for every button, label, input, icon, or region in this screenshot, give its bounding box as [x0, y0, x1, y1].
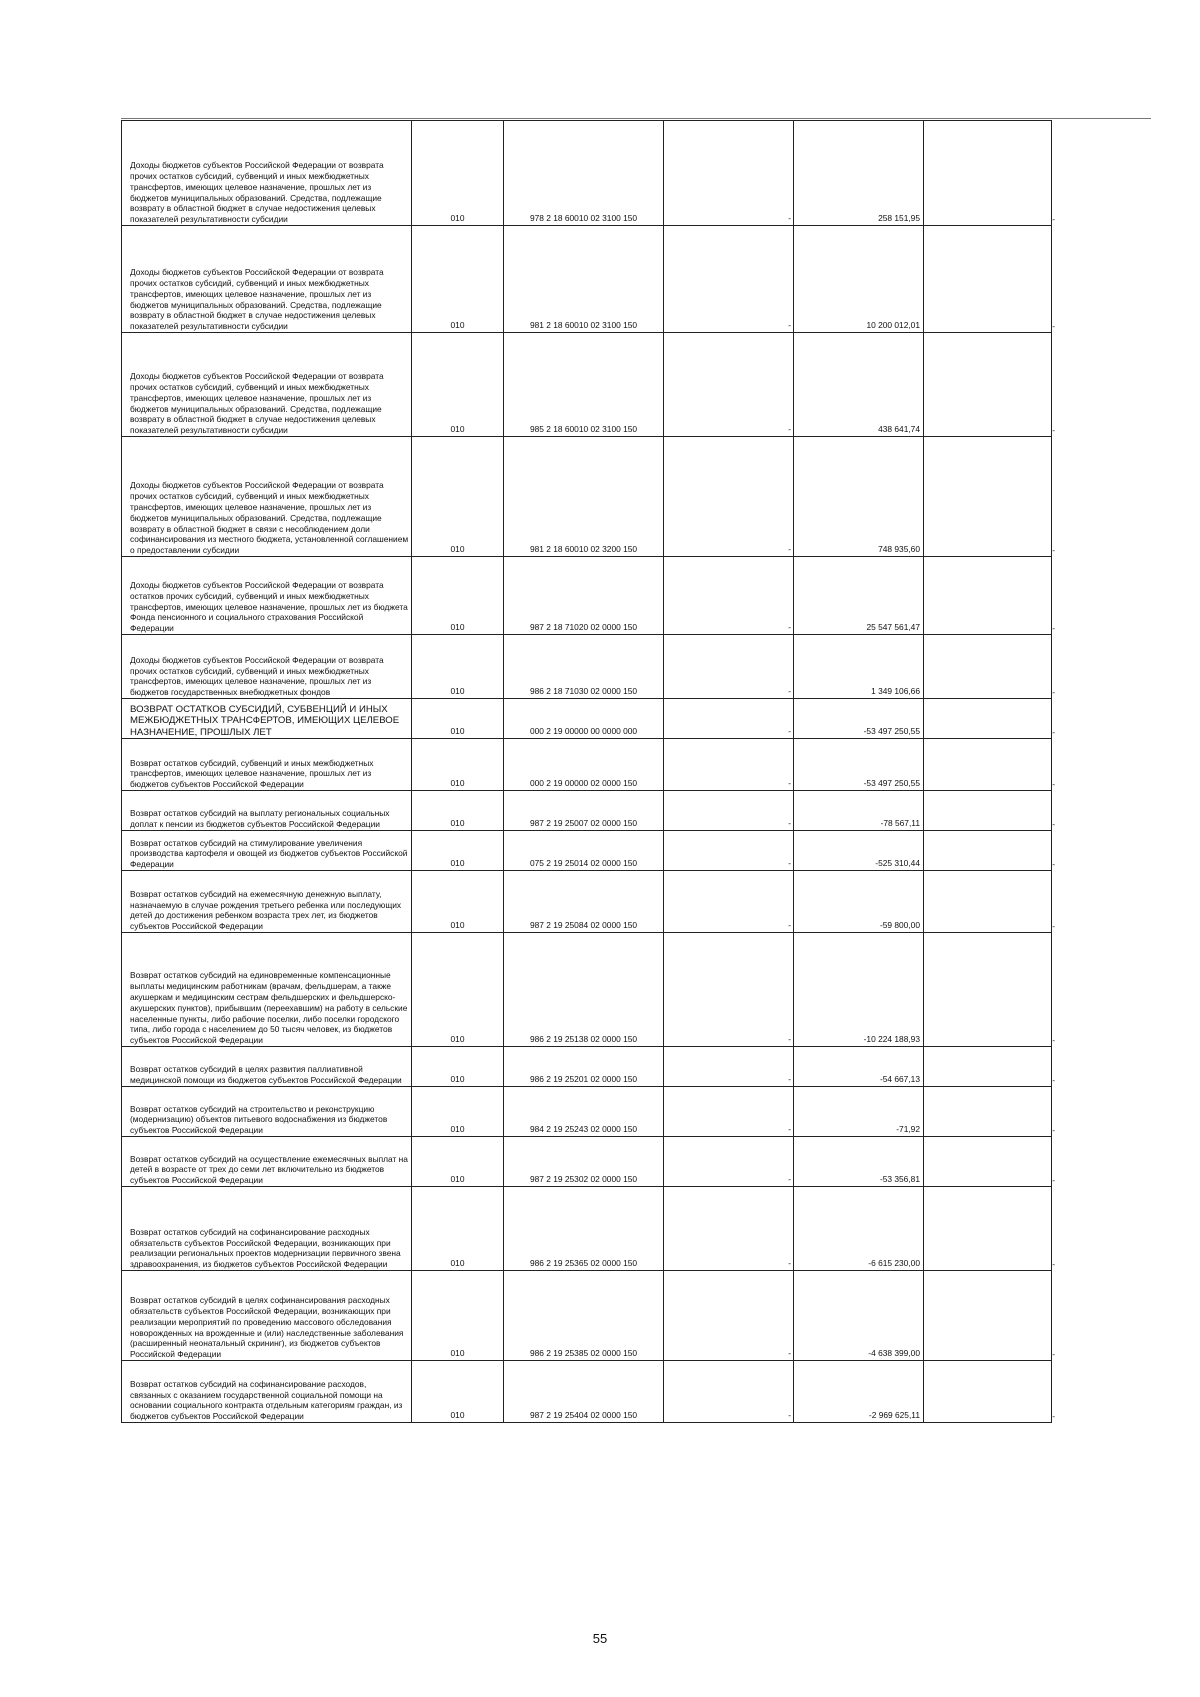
- col4-value: -: [788, 544, 791, 555]
- line-code: 010: [450, 1348, 465, 1359]
- amount-value: -54 667,13: [879, 1074, 920, 1085]
- col6-value: -: [1052, 779, 1055, 790]
- row-name-cell: [122, 1361, 412, 1423]
- table-row: [122, 333, 1052, 437]
- line-code-cell: [412, 933, 504, 1047]
- budget-classification-code-cell: [504, 1271, 664, 1361]
- line-code: 010: [450, 726, 465, 737]
- table-body: [122, 121, 1055, 1423]
- col6-value: -: [1052, 214, 1055, 225]
- table-row: [122, 1361, 1052, 1423]
- col4-value-cell: [664, 739, 794, 791]
- budget-classification-code: 984 2 19 25243 02 0000 150: [529, 1124, 638, 1135]
- line-code: 010: [450, 1258, 465, 1269]
- budget-classification-code: 986 2 18 71030 02 0000 150: [529, 686, 638, 697]
- budget-classification-code-cell: [504, 1087, 664, 1137]
- table-row: [122, 739, 1052, 791]
- line-code: 010: [450, 320, 465, 331]
- line-code-cell: [412, 557, 504, 635]
- budget-classification-code: 986 2 19 25365 02 0000 150: [529, 1258, 638, 1269]
- col6-value-cell: [924, 1271, 1055, 1361]
- table-row: [122, 933, 1052, 1047]
- col4-value-cell: [664, 1047, 794, 1087]
- line-code-cell: [412, 1361, 504, 1423]
- table-row: [122, 1271, 1052, 1361]
- row-name-cell: [122, 1187, 412, 1271]
- amount-value-cell: [794, 121, 924, 226]
- line-code: 010: [450, 858, 465, 869]
- amount-value-cell: [794, 557, 924, 635]
- line-code-cell: [412, 1187, 504, 1271]
- col6-value: -: [1052, 321, 1055, 332]
- col6-value: -: [1052, 1411, 1055, 1422]
- col4-value-cell: [664, 831, 794, 871]
- budget-classification-code-cell: [504, 1137, 664, 1187]
- col4-value-cell: [664, 1271, 794, 1361]
- line-code-cell: [412, 333, 504, 437]
- amount-value: -6 615 230,00: [868, 1258, 920, 1269]
- line-code-cell: [412, 871, 504, 933]
- col4-value-cell: [664, 791, 794, 831]
- line-code: 010: [450, 544, 465, 555]
- table-row: [122, 635, 1052, 699]
- col4-value-cell: [664, 557, 794, 635]
- budget-classification-code-cell: [504, 635, 664, 699]
- amount-value: -78 567,11: [880, 818, 920, 829]
- amount-value-cell: [794, 437, 924, 557]
- budget-classification-code-cell: [504, 226, 664, 333]
- budget-classification-code: 986 2 19 25201 02 0000 150: [529, 1074, 638, 1085]
- col4-value: -: [788, 1258, 791, 1269]
- table-row: [122, 226, 1052, 333]
- line-code-cell: [412, 1271, 504, 1361]
- col4-value: -: [788, 213, 791, 224]
- row-name: Доходы бюджетов субъектов Российской Федерации от возврата прочих остатков субсидий, субвенций и иных межбюджетных трансфертов, имеющих целевое назначение, прошлых лет из бюджетов муниципальных образований. Средства, подлежащие возврату в областной бюджет в связи с несоблюдением доли софинансирования из местного бюджета, установленной соглашением о предоставлении субсидии: [130, 480, 409, 556]
- page-number: 55: [592, 1631, 608, 1646]
- table-top-border: [121, 118, 1151, 119]
- line-code: 010: [450, 686, 465, 697]
- col6-value-cell: [924, 1137, 1055, 1187]
- line-code: 010: [450, 1034, 465, 1045]
- amount-value: 1 349 106,66: [871, 686, 920, 697]
- row-name-cell: [122, 831, 412, 871]
- amount-value-cell: [794, 933, 924, 1047]
- col4-value: -: [788, 778, 791, 789]
- table-row: [122, 1187, 1052, 1271]
- col4-value-cell: [664, 1361, 794, 1423]
- col6-value-cell: [924, 226, 1055, 333]
- col6-value: -: [1052, 687, 1055, 698]
- col6-value-cell: [924, 1361, 1055, 1423]
- col4-value: -: [788, 1174, 791, 1185]
- table-row: [122, 1087, 1052, 1137]
- table-row: [122, 121, 1052, 226]
- table-row: [122, 831, 1052, 871]
- amount-value: 258 151,95: [878, 213, 920, 224]
- col6-value-cell: [924, 635, 1055, 699]
- col6-value: -: [1052, 921, 1055, 932]
- col6-value-cell: [924, 871, 1055, 933]
- row-name-cell: [122, 699, 412, 739]
- amount-value-cell: [794, 1187, 924, 1271]
- col6-value-cell: [924, 1047, 1055, 1087]
- col4-value: -: [788, 726, 791, 737]
- budget-classification-code: 987 2 19 25084 02 0000 150: [529, 920, 638, 931]
- col6-value-cell: [924, 333, 1055, 437]
- line-code: 010: [450, 778, 465, 789]
- line-code-cell: [412, 791, 504, 831]
- amount-value: -10 224 188,93: [863, 1034, 920, 1045]
- amount-value: -4 638 399,00: [868, 1348, 920, 1359]
- table-row: [122, 1047, 1052, 1087]
- amount-value: -59 800,00: [879, 920, 920, 931]
- col4-value: -: [788, 1410, 791, 1421]
- budget-classification-code-cell: [504, 333, 664, 437]
- line-code-cell: [412, 226, 504, 333]
- col6-value: -: [1052, 1259, 1055, 1270]
- line-code-cell: [412, 1087, 504, 1137]
- budget-classification-code: 985 2 18 60010 02 3100 150: [529, 424, 638, 435]
- col6-value-cell: [924, 739, 1055, 791]
- col4-value: -: [788, 1074, 791, 1085]
- line-code: 010: [450, 622, 465, 633]
- col4-value: -: [788, 1034, 791, 1045]
- col4-value: -: [788, 1124, 791, 1135]
- row-name: Возврат остатков субсидий на осуществление ежемесячных выплат на детей в возрасте от трех до семи лет включительно из бюджетов субъектов Российской Федерации: [130, 1153, 408, 1186]
- amount-value: -53 356,81: [879, 1174, 920, 1185]
- row-name-cell: [122, 1047, 412, 1087]
- row-name-cell: [122, 226, 412, 333]
- budget-classification-code-cell: [504, 1047, 664, 1087]
- col6-value-cell: [924, 557, 1055, 635]
- col6-value-cell: [924, 933, 1055, 1047]
- amount-value-cell: [794, 1271, 924, 1361]
- col6-value-cell: [924, 1087, 1055, 1137]
- budget-classification-code: 987 2 18 71020 02 0000 150: [529, 622, 638, 633]
- col4-value: -: [788, 424, 791, 435]
- budget-classification-code: 986 2 19 25138 02 0000 150: [529, 1034, 638, 1045]
- col6-value-cell: [924, 831, 1055, 871]
- row-name: Возврат остатков субсидий на строительство и реконструкцию (модернизацию) объектов питьевого водоснабжения из бюджетов субъектов Российской Федерации: [130, 1103, 388, 1136]
- col4-value-cell: [664, 333, 794, 437]
- col6-value: -: [1052, 1349, 1055, 1360]
- col6-value: -: [1052, 1035, 1055, 1046]
- col4-value: -: [788, 686, 791, 697]
- col4-value-cell: [664, 871, 794, 933]
- row-name: Возврат остатков субсидий на софинансирование расходных обязательств субъектов Российской Федерации, возникающих при реализации региональных проектов модернизации первичного звена здравоохранения, из бюджетов субъектов Российской Федерации: [130, 1226, 401, 1270]
- budget-classification-code: 000 2 19 00000 00 0000 000: [529, 726, 638, 737]
- row-name: ВОЗВРАТ ОСТАТКОВ СУБСИДИЙ, СУБВЕНЦИЙ И ИНЫХ МЕЖБЮДЖЕТНЫХ ТРАНСФЕРТОВ, ИМЕЮЩИХ ЦЕЛЕВОЕ НАЗНАЧЕНИЕ, ПРОШЛЫХ ЛЕТ: [130, 703, 400, 738]
- table-row: [122, 1137, 1052, 1187]
- col4-value: -: [788, 622, 791, 633]
- amount-value-cell: [794, 791, 924, 831]
- line-code: 010: [450, 1074, 465, 1085]
- amount-value-cell: [794, 871, 924, 933]
- row-name-cell: [122, 437, 412, 557]
- row-name: Доходы бюджетов субъектов Российской Федерации от возврата прочих остатков субсидий, субвенций и иных межбюджетных трансфертов, имеющих целевое назначение, прошлых лет из бюджетов муниципальных образований. Средства, подлежащие возврату в областной бюджет в случае недостижения целевых показателей результативности субсидии: [130, 267, 384, 332]
- row-name-cell: [122, 1087, 412, 1137]
- col6-value: -: [1052, 1125, 1055, 1136]
- col4-value-cell: [664, 635, 794, 699]
- budget-classification-code: 986 2 19 25385 02 0000 150: [529, 1348, 638, 1359]
- row-name: Возврат остатков субсидий на стимулирование увеличения производства картофеля и овощей из бюджетов субъектов Российской Федерации: [130, 837, 408, 870]
- row-name: Возврат остатков субсидий на софинансирование расходов, связанных с оказанием государственной социальной помощи на основании социального контракта отдельным категориям граждан, из бюджетов субъектов Российской Федерации: [130, 1378, 403, 1422]
- table-row: [122, 557, 1052, 635]
- amount-value: 25 547 561,47: [866, 622, 920, 633]
- amount-value: -53 497 250,55: [863, 778, 920, 789]
- row-name: Доходы бюджетов субъектов Российской Федерации от возврата прочих остатков субсидий, субвенций и иных межбюджетных трансфертов, имеющих целевое назначение, прошлых лет из бюджетов муниципальных образований. Средства, подлежащие возврату в областной бюджет в случае недостижения целевых показателей результативности субсидии: [130, 160, 384, 225]
- amount-value-cell: [794, 635, 924, 699]
- line-code: 010: [450, 920, 465, 931]
- budget-classification-code-cell: [504, 933, 664, 1047]
- col4-value: -: [788, 920, 791, 931]
- line-code-cell: [412, 635, 504, 699]
- col6-value-cell: [924, 437, 1055, 557]
- budget-classification-code-cell: [504, 699, 664, 739]
- line-code: 010: [450, 1174, 465, 1185]
- table-row: [122, 791, 1052, 831]
- budget-classification-code: 981 2 18 60010 02 3100 150: [529, 320, 638, 331]
- col6-value: -: [1052, 819, 1055, 830]
- col4-value: -: [788, 818, 791, 829]
- line-code-cell: [412, 1047, 504, 1087]
- budget-classification-code-cell: [504, 791, 664, 831]
- amount-value: 10 200 012,01: [866, 320, 920, 331]
- row-name-cell: [122, 1137, 412, 1187]
- col6-value-cell: [924, 1187, 1055, 1271]
- amount-value: 438 641,74: [878, 424, 920, 435]
- budget-classification-code-cell: [504, 1187, 664, 1271]
- budget-classification-code: 987 2 19 25007 02 0000 150: [529, 818, 638, 829]
- table-row: [122, 699, 1052, 739]
- line-code-cell: [412, 739, 504, 791]
- row-name: Доходы бюджетов субъектов Российской Федерации от возврата прочих остатков субсидий, субвенций и иных межбюджетных трансфертов, имеющих целевое назначение, прошлых лет из бюджетов государственных внебюджетных фондов: [130, 654, 384, 698]
- row-name-cell: [122, 121, 412, 226]
- col6-value: -: [1052, 1175, 1055, 1186]
- col4-value-cell: [664, 1187, 794, 1271]
- budget-classification-code-cell: [504, 1361, 664, 1423]
- budget-classification-code: 075 2 19 25014 02 0000 150: [529, 858, 638, 869]
- budget-revenue-table: [121, 120, 1055, 1423]
- row-name-cell: [122, 791, 412, 831]
- budget-classification-code: 978 2 18 60010 02 3100 150: [529, 213, 638, 224]
- col4-value-cell: [664, 121, 794, 226]
- line-code-cell: [412, 437, 504, 557]
- col4-value-cell: [664, 933, 794, 1047]
- col6-value-cell: [924, 699, 1055, 739]
- col4-value: -: [788, 320, 791, 331]
- col4-value-cell: [664, 699, 794, 739]
- row-name-cell: [122, 933, 412, 1047]
- budget-classification-code-cell: [504, 437, 664, 557]
- table-row: [122, 437, 1052, 557]
- amount-value-cell: [794, 333, 924, 437]
- line-code: 010: [450, 1124, 465, 1135]
- amount-value-cell: [794, 1047, 924, 1087]
- budget-classification-code-cell: [504, 739, 664, 791]
- row-name-cell: [122, 333, 412, 437]
- col6-value: -: [1052, 859, 1055, 870]
- amount-value-cell: [794, 1087, 924, 1137]
- col6-value: -: [1052, 425, 1055, 436]
- budget-classification-code: 000 2 19 00000 02 0000 150: [529, 778, 638, 789]
- amount-value-cell: [794, 831, 924, 871]
- row-name: Доходы бюджетов субъектов Российской Федерации от возврата остатков прочих субсидий, субвенций и иных межбюджетных трансфертов, имеющих целевое назначение, прошлых лет из бюджета Фонда пенсионного и социального страхования Российской Федерации: [130, 580, 408, 634]
- line-code: 010: [450, 424, 465, 435]
- col4-value-cell: [664, 1087, 794, 1137]
- col6-value: -: [1052, 623, 1055, 634]
- row-name-cell: [122, 871, 412, 933]
- row-name: Возврат остатков субсидий на выплату региональных социальных доплат к пенсии из бюджетов субъектов Российской Федерации: [130, 808, 390, 830]
- amount-value: 748 935,60: [878, 544, 920, 555]
- budget-classification-code-cell: [504, 831, 664, 871]
- col6-value-cell: [924, 121, 1055, 226]
- table-row: [122, 871, 1052, 933]
- line-code-cell: [412, 831, 504, 871]
- amount-value: -525 310,44: [875, 858, 920, 869]
- amount-value-cell: [794, 739, 924, 791]
- row-name: Возврат остатков субсидий, субвенций и иных межбюджетных трансфертов, имеющих целевое назначение, прошлых лет из бюджетов субъектов Российской Федерации: [130, 757, 374, 790]
- col6-value: -: [1052, 727, 1055, 738]
- row-name: Возврат остатков субсидий на единовременные компенсационные выплаты медицинским работникам (врачам, фельдшерам, а также акушеркам и медицинским сестрам фельдшерских и фельдшерско-акушерских пунктов), прибывшим (переехавшим) на работу в сельские населенные пункты, либо рабочие поселки, либо поселки городского типа, либо города с населением до 50 тысяч человек, из бюджетов субъектов Российской Федерации: [130, 970, 408, 1046]
- amount-value-cell: [794, 1137, 924, 1187]
- amount-value: -53 497 250,55: [863, 726, 920, 737]
- budget-classification-code-cell: [504, 121, 664, 226]
- col6-value: -: [1052, 545, 1055, 556]
- row-name: Доходы бюджетов субъектов Российской Федерации от возврата прочих остатков субсидий, субвенций и иных межбюджетных трансфертов, имеющих целевое назначение, прошлых лет из бюджетов муниципальных образований. Средства, подлежащие возврату в областной бюджет в случае недостижения целевых показателей результативности субсидии: [130, 371, 384, 436]
- line-code: 010: [450, 818, 465, 829]
- line-code-cell: [412, 699, 504, 739]
- budget-classification-code-cell: [504, 557, 664, 635]
- col4-value: -: [788, 1348, 791, 1359]
- line-code-cell: [412, 1137, 504, 1187]
- row-name-cell: [122, 1271, 412, 1361]
- budget-classification-code: 981 2 18 60010 02 3200 150: [529, 544, 638, 555]
- amount-value-cell: [794, 226, 924, 333]
- col6-value-cell: [924, 791, 1055, 831]
- col4-value-cell: [664, 1137, 794, 1187]
- budget-classification-code: 987 2 19 25302 02 0000 150: [529, 1174, 638, 1185]
- col6-value: -: [1052, 1075, 1055, 1086]
- line-code-cell: [412, 121, 504, 226]
- amount-value: -2 969 625,11: [868, 1410, 920, 1421]
- row-name: Возврат остатков субсидий в целях софинансирования расходных обязательств субъектов Российской Федерации, возникающих при реализации мероприятий по проведению массового обследования новорожденных на врожденные и (или) наследственные заболевания (расширенный неонатальный скрининг), из бюджетов субъектов Российской Федерации: [130, 1295, 404, 1360]
- col4-value-cell: [664, 226, 794, 333]
- row-name-cell: [122, 739, 412, 791]
- row-name: Возврат остатков субсидий на ежемесячную денежную выплату, назначаемую в случае рождения третьего ребенка или последующих детей до достижения ребенком возраста трех лет, из бюджетов субъектов Российской Федерации: [130, 888, 402, 932]
- amount-value-cell: [794, 699, 924, 739]
- row-name-cell: [122, 557, 412, 635]
- row-name: Возврат остатков субсидий в целях развития паллиативной медицинской помощи из бюджетов субъектов Российской Федерации: [130, 1064, 402, 1086]
- line-code: 010: [450, 213, 465, 224]
- col4-value-cell: [664, 437, 794, 557]
- budget-classification-code-cell: [504, 871, 664, 933]
- row-name-cell: [122, 635, 412, 699]
- amount-value-cell: [794, 1361, 924, 1423]
- amount-value: -71,92: [896, 1124, 920, 1135]
- line-code: 010: [450, 1410, 465, 1421]
- col4-value: -: [788, 858, 791, 869]
- budget-classification-code: 987 2 19 25404 02 0000 150: [529, 1410, 638, 1421]
